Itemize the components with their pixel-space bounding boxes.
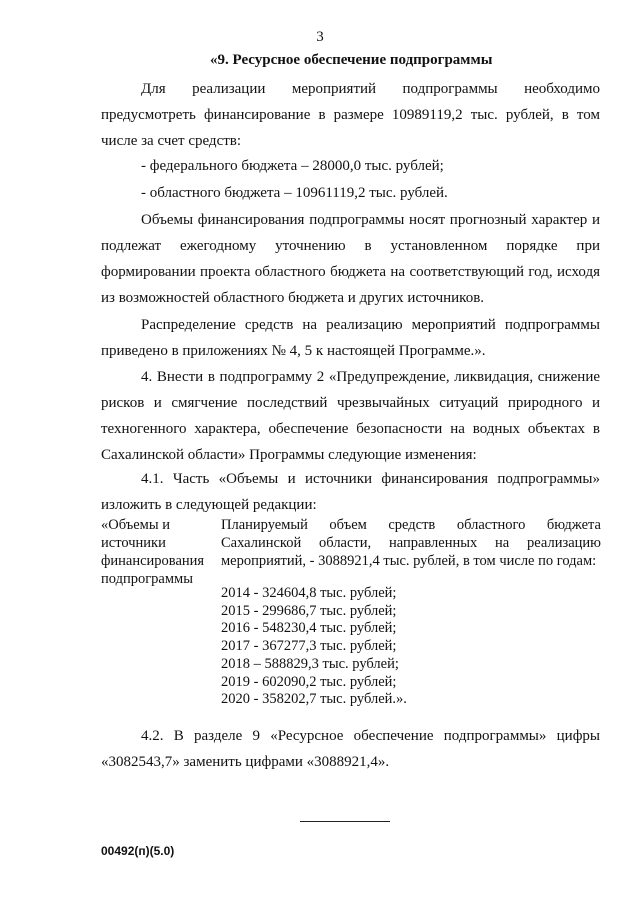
years-list	[221, 585, 407, 709]
year-item: 2019 - 602090,2 тыс. рублей;	[221, 673, 397, 690]
table-text-cell: Планируемый объем средств областного бюджета Сахалинской области, направленных на реализацию мероприятий, - 3088921,4 тыс. рублей, в том числе по годам:	[221, 517, 601, 569]
list-item-regional-budget: - областного бюджета – 10961119,2 тыс. рублей.	[141, 185, 448, 201]
document-code: 00492(п)(5.0)	[101, 844, 175, 858]
paragraph-distribution: Распределение средств на реализацию мероприятий подпрограммы приведено в приложениях № 4, 5 к настоящей Программе.».	[101, 317, 600, 359]
paragraph-amendment-4: 4. Внести в подпрограмму 2 «Предупреждение, ликвидация, снижение рисков и смягчение последствий чрезвычайных ситуаций природного и техногенного характера, обеспечение безопасности на водных объектах в Сахалинской области» Программы следующие изменения:	[101, 369, 600, 463]
page-number: 3	[316, 29, 324, 45]
table-label-cell: «Объемы и источники финансирования подпрограммы	[101, 517, 205, 587]
year-item: 2020 - 358202,7 тыс. рублей.».	[221, 691, 407, 708]
year-item: 2016 - 548230,4 тыс. рублей;	[221, 620, 397, 637]
year-item: 2015 - 299686,7 тыс. рублей;	[221, 602, 397, 619]
paragraph-amendment-4-1: 4.1. Часть «Объемы и источники финансирования подпрограммы» изложить в следующей редакции:	[101, 471, 600, 513]
year-item: 2014 - 324604,8 тыс. рублей;	[221, 585, 397, 601]
paragraph-funding: Для реализации мероприятий подпрограммы необходимо предусмотреть финансирование в размере 10989119,2 тыс. рублей, в том числе за счет средств:	[101, 81, 600, 149]
year-item: 2018 – 588829,3 тыс. рублей;	[221, 655, 399, 672]
paragraph-forecast: Объемы финансирования подпрограммы носят прогнозный характер и подлежат ежегодному уточнению в установленном порядке при формировании проекта областного бюджета на соответствующий год, исходя из возможностей областного бюджета и других источников.	[101, 212, 600, 306]
paragraph-amendment-4-2: 4.2. В разделе 9 «Ресурсное обеспечение подпрограммы» цифры «3082543,7» заменить цифрами «3088921,4».	[101, 728, 600, 770]
footer-divider	[300, 821, 390, 822]
section-heading: «9. Ресурсное обеспечение подпрограммы	[210, 52, 493, 68]
year-item: 2017 - 367277,3 тыс. рублей;	[221, 638, 397, 655]
list-item-federal-budget: - федерального бюджета – 28000,0 тыс. рублей;	[141, 158, 444, 174]
